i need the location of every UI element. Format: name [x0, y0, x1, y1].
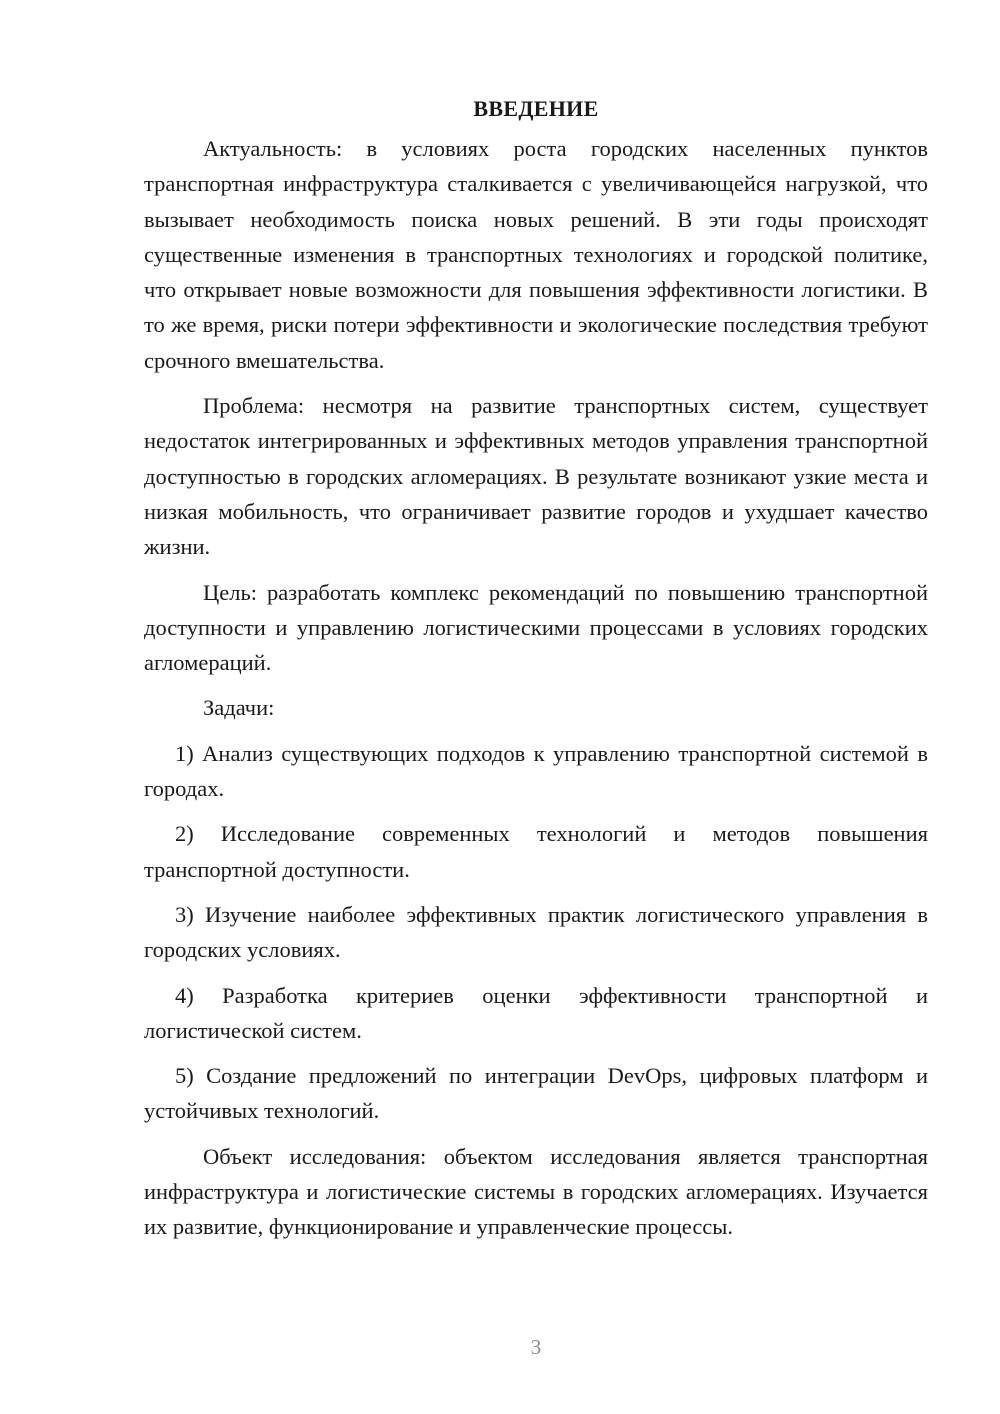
- page-content: [144, 94, 928, 1255]
- goal-paragraph: Цель: разработать комплекс рекомендаций по повышению транспортной доступности и управлению логистическими процессами в условиях городских агломераций.: [144, 579, 928, 676]
- tasks-label: Задачи:: [203, 695, 275, 721]
- task-item-4: 4) Разработка критериев оценки эффективности транспортной и логистической систем.: [144, 982, 928, 1043]
- task-item-3: 3) Изучение наиболее эффективных практик логистического управления в городских условиях.: [144, 901, 928, 963]
- relevance-paragraph: Актуальность: в условиях роста городских населенных пунктов транспортная инфраструктура сталкивается с увеличивающейся нагрузкой, что вызывает необходимость поиска новых решений. В эти годы происходят существенные изменения в транспортных технологиях и городской политике, что открывает новые возможности для повышения эффективности логистики. В то же время, риски потери эффективности и экологические последствия требуют срочного вмешательства.: [144, 136, 928, 373]
- section-heading: ВВЕДЕНИЕ: [473, 96, 599, 121]
- task-item-1: 1) Анализ существующих подходов к управлению транспортной системой в городах.: [144, 740, 928, 802]
- task-item-5: 5) Создание предложений по интеграции DevOps, цифровых платформ и устойчивых технологий.: [144, 1063, 928, 1124]
- page-number: 3: [530, 1335, 542, 1359]
- task-item-2: 2) Исследование современных технологий и методов повышения транспортной доступности.: [144, 821, 928, 882]
- problem-paragraph: Проблема: несмотря на развитие транспортных систем, существует недостаток интегрированных и эффективных методов управления транспортной доступностью в городских агломерациях. В результате возникают узкие места и низкая мобильность, что ограничивает развитие городов и ухудшает качество жизни.: [144, 393, 928, 560]
- object-paragraph: Объект исследования: объектом исследования является транспортная инфраструктура и логистические системы в городских агломерациях. Изучается их развитие, функционирование и управленческие процессы.: [144, 1143, 928, 1240]
